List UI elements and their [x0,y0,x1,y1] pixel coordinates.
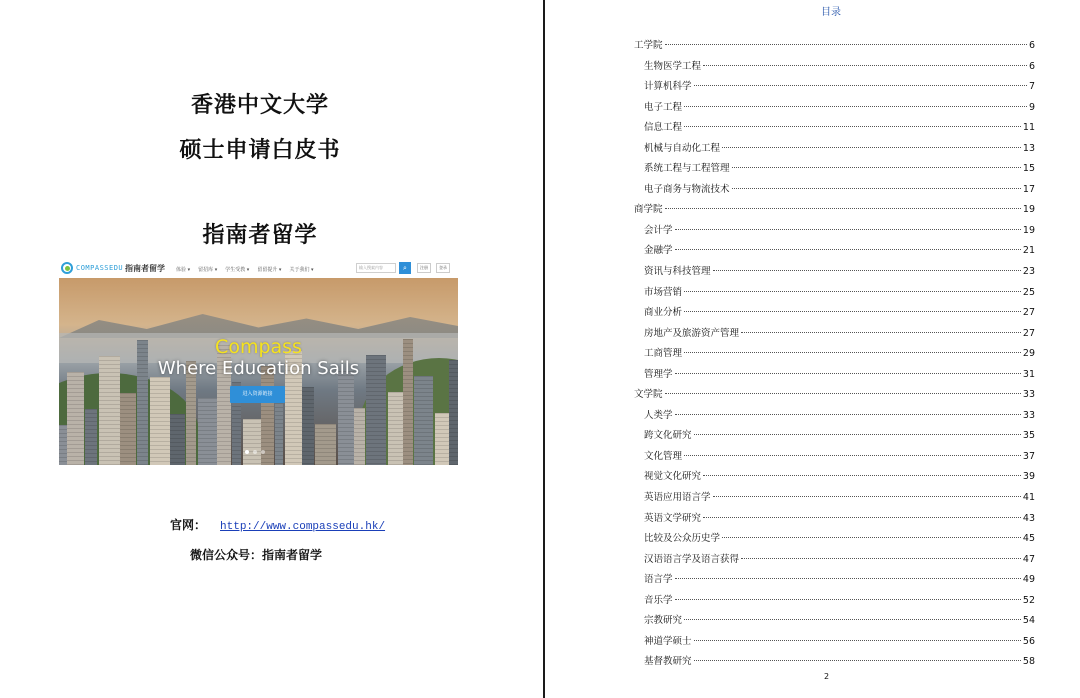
toc-leader-dots [665,208,1021,209]
toc-title: 目录 [821,7,841,18]
toc-entry-page: 11 [1022,122,1035,134]
skyline-building [150,377,170,465]
toc-entry[interactable] [634,529,1035,550]
skyline-building [435,413,449,465]
toc-entry-page: 19 [1022,224,1035,236]
toc-leader-dots [722,147,1021,148]
toc-leader-dots [732,188,1021,189]
toc-entry-page: 13 [1022,142,1035,154]
skyline-building [170,414,185,465]
toc-leader-dots [684,106,1027,107]
toc-entry-page: 29 [1022,348,1035,360]
screenshot-navbar [59,259,458,278]
toc-list [634,36,1035,673]
toc-entry-label: 电子商务与物流技术 [644,183,730,195]
toc-entry[interactable] [634,324,1035,345]
cover-title-university: 香港中文大学 [190,92,329,118]
toc-entry[interactable] [634,139,1035,160]
toc-entry-label: 音乐学 [644,594,673,606]
toc-entry-label: 宗教研究 [644,615,683,627]
toc-entry-label: 工商管理 [644,348,683,360]
skyline-building [243,419,261,465]
toc-entry-label: 英语应用语言学 [644,492,711,504]
skyline-building [59,425,67,465]
skyline-building [85,409,97,465]
toc-entry-page: 19 [1022,204,1035,216]
toc-entry-page: 7 [1028,81,1035,93]
skyline-building [315,424,336,465]
page-number: 2 [824,672,830,681]
carousel-dot [245,450,249,454]
toc-entry-page: 31 [1022,368,1035,380]
toc-entry-page: 27 [1022,327,1035,339]
toc-entry[interactable] [634,406,1035,427]
toc-entry-page: 56 [1022,635,1035,647]
toc-entry[interactable] [634,118,1035,139]
toc-entry-page: 41 [1022,492,1035,504]
toc-section-entry[interactable] [634,385,1035,406]
toc-entry[interactable] [634,550,1035,571]
toc-leader-dots [684,352,1021,353]
screenshot-menu-item: 体验 ▾ [176,267,191,273]
toc-leader-dots [675,599,1021,600]
skyline-building [414,376,433,465]
toc-entry[interactable] [634,365,1035,386]
toc-entry-page: 49 [1022,574,1035,586]
toc-entry-page: 43 [1022,512,1035,524]
toc-leader-dots [722,537,1021,538]
toc-leader-dots [703,65,1027,66]
toc-leader-dots [684,619,1021,620]
toc-entry[interactable] [634,283,1035,304]
toc-entry-label: 视觉文化研究 [644,471,702,483]
toc-entry-label: 比较及公众历史学 [644,533,721,545]
toc-entry-label: 文化管理 [644,450,683,462]
toc-entry-label: 管理学 [644,368,673,380]
toc-entry[interactable] [634,303,1035,324]
screenshot-menu-item: 关于我们 ▾ [289,267,314,273]
toc-leader-dots [675,414,1021,415]
toc-entry-label: 资讯与科技管理 [644,266,711,278]
screenshot-hero-image [59,278,458,465]
hero-subtitle: Where Education Sails [157,358,360,379]
toc-leader-dots [703,517,1021,518]
toc-entry-page: 58 [1022,656,1035,668]
page-divider [543,0,545,698]
toc-entry-label: 系统工程与工程管理 [644,163,730,175]
toc-entry[interactable] [634,344,1035,365]
toc-entry-label: 电子工程 [644,101,683,113]
toc-page [546,0,1080,698]
toc-entry-label: 生物医学工程 [644,60,702,72]
toc-entry[interactable] [634,241,1035,262]
toc-entry-page: 23 [1022,266,1035,278]
toc-leader-dots [684,126,1021,127]
toc-entry-page: 15 [1022,163,1035,175]
toc-leader-dots [694,660,1021,661]
toc-section-entry[interactable] [634,200,1035,221]
toc-entry-page: 39 [1022,471,1035,483]
toc-entry-label: 工学院 [634,40,663,51]
toc-leader-dots [694,85,1027,86]
toc-entry-page: 21 [1022,245,1035,257]
carousel-dot [261,450,265,454]
toc-entry[interactable] [634,467,1035,488]
cover-title-whitepaper: 硕士申请白皮书 [179,137,341,163]
toc-entry[interactable] [634,570,1035,591]
toc-entry-label: 跨文化研究 [644,430,692,442]
toc-entry[interactable] [634,611,1035,632]
skyline-building [120,393,136,465]
toc-entry-label: 商学院 [634,204,663,216]
toc-entry-page: 35 [1022,430,1035,442]
toc-entry[interactable] [634,426,1035,447]
toc-entry-label: 文学院 [634,389,663,401]
wechat-account: 微信公众号：指南者留学 [190,548,323,562]
toc-entry-page: 52 [1022,594,1035,606]
toc-leader-dots [684,455,1021,456]
toc-entry-label: 房地产及旅游资产管理 [644,327,740,339]
toc-entry-page: 6 [1028,40,1035,51]
toc-entry-label: 英语文学研究 [644,512,702,524]
carousel-dot [253,450,257,454]
toc-entry-page: 17 [1022,183,1035,195]
skyline-building [67,372,84,465]
toc-entry-page: 33 [1022,409,1035,421]
toc-entry-label: 汉语语言学及语言获得 [644,553,740,565]
toc-entry-label: 信息工程 [644,122,683,134]
toc-entry[interactable] [634,77,1035,98]
screenshot-menu-item: 留招库 ▾ [198,267,218,273]
toc-entry[interactable] [634,180,1035,201]
toc-entry[interactable] [634,509,1035,530]
toc-leader-dots [713,496,1021,497]
screenshot-register: 注册 [417,263,431,273]
skyline-building [354,408,365,465]
toc-entry[interactable] [634,488,1035,509]
toc-leader-dots [741,332,1021,333]
toc-entry[interactable] [634,221,1035,242]
website-link[interactable]: http://www.compassedu.hk/ [220,521,386,533]
toc-entry-label: 金融学 [644,245,673,257]
toc-entry-page: 33 [1022,389,1035,401]
screenshot-search-input: 输入搜索内容 [356,263,396,273]
toc-leader-dots [675,229,1021,230]
toc-entry-label: 机械与自动化工程 [644,142,721,154]
screenshot-brand-cn: 指南者留学 [125,264,165,273]
toc-entry[interactable] [634,57,1035,78]
toc-leader-dots [665,44,1027,45]
toc-leader-dots [741,558,1021,559]
toc-entry-label: 市场营销 [644,286,683,298]
toc-entry-page: 54 [1022,615,1035,627]
toc-leader-dots [694,434,1021,435]
toc-leader-dots [684,291,1021,292]
website-label: 官网： [170,518,207,532]
toc-entry-label: 语言学 [644,574,673,586]
toc-entry-label: 商业分析 [644,307,683,319]
toc-entry-page: 37 [1022,450,1035,462]
toc-section-entry[interactable] [634,36,1035,57]
skyline-building [338,371,354,465]
cover-org-name: 指南者留学 [202,222,318,248]
website-row [170,516,385,533]
screenshot-menu-item: 学生受教 ▾ [225,267,250,273]
toc-leader-dots [694,640,1021,641]
toc-entry-page: 45 [1022,533,1035,545]
screenshot-login: 登录 [436,263,450,273]
screenshot-brand-en: COMPASSEDU [76,264,124,272]
toc-entry-label: 计算机科学 [644,81,692,93]
toc-entry-page: 25 [1022,286,1035,298]
toc-leader-dots [732,167,1021,168]
search-icon: ⌕ [399,262,411,274]
toc-leader-dots [713,270,1021,271]
toc-leader-dots [665,393,1021,394]
toc-entry[interactable] [634,159,1035,180]
screenshot-menu [176,266,314,273]
toc-entry-page: 9 [1028,101,1035,113]
toc-entry[interactable] [634,632,1035,653]
skyline-building [302,387,314,465]
toc-leader-dots [675,249,1021,250]
toc-entry-label: 神道学硕士 [644,635,692,647]
skyline-building [198,398,217,465]
hero-title: Compass [215,336,302,358]
toc-entry-label: 会计学 [644,224,673,236]
toc-leader-dots [675,578,1021,579]
toc-entry-label: 基督教研究 [644,656,692,668]
toc-entry-label: 人类学 [644,409,673,421]
toc-entry[interactable] [634,447,1035,468]
compass-logo-icon [61,262,73,274]
skyline-building [275,403,283,465]
toc-entry[interactable] [634,652,1035,673]
skyline-building [388,392,403,465]
toc-entry-page: 6 [1028,60,1035,72]
toc-leader-dots [703,475,1021,476]
toc-entry[interactable] [634,98,1035,119]
hero-button: 进入资源链接 [230,386,285,403]
website-screenshot [59,259,458,465]
toc-leader-dots [675,373,1021,374]
toc-entry-page: 27 [1022,307,1035,319]
toc-entry[interactable] [634,262,1035,283]
screenshot-menu-item: 留留提升 ▾ [257,267,282,273]
carousel-dots [245,450,265,454]
toc-leader-dots [684,311,1021,312]
toc-entry[interactable] [634,591,1035,612]
toc-entry-page: 47 [1022,553,1035,565]
